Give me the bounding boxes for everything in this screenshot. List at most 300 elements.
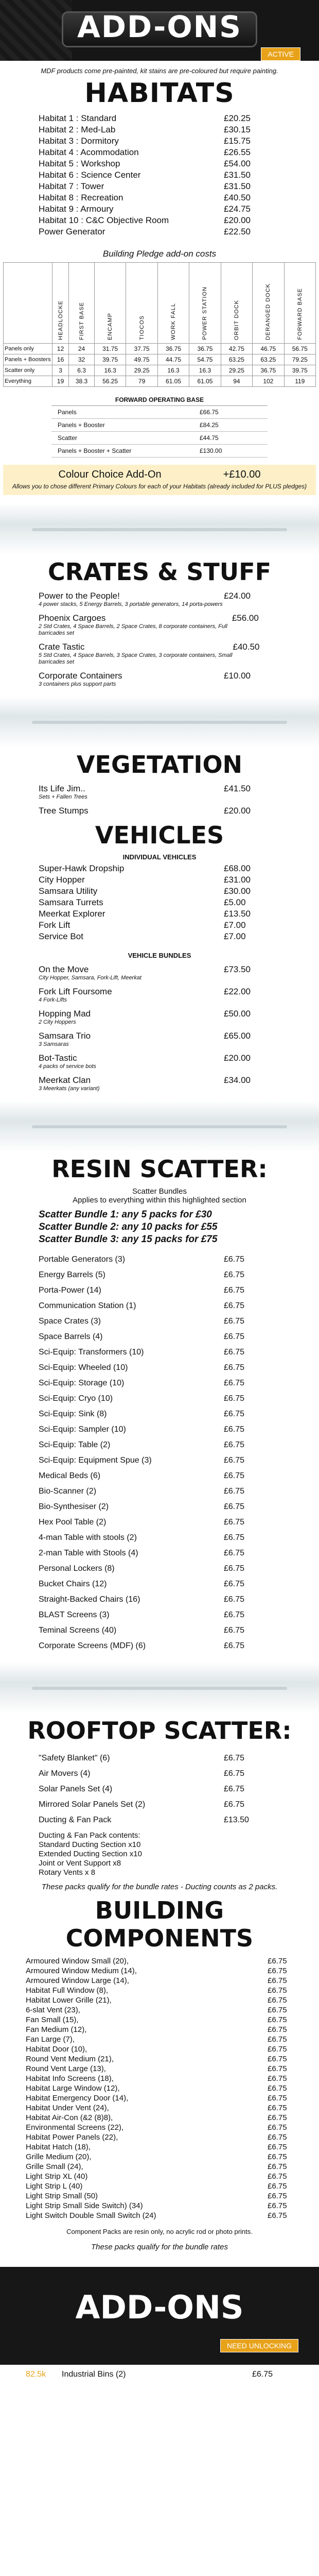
item-price: £6.75 xyxy=(268,2123,287,2132)
column-header xyxy=(94,263,126,344)
table-cell: 61.05 xyxy=(189,376,221,387)
habitat-row xyxy=(39,192,280,204)
item-price: £6.75 xyxy=(224,1286,245,1295)
header-banner xyxy=(0,0,319,61)
row-price: £84.25 xyxy=(200,421,219,429)
component-row xyxy=(26,2181,293,2191)
item-price: £68.00 xyxy=(224,863,251,873)
resin-row xyxy=(39,1329,280,1345)
component-row xyxy=(26,2015,293,2025)
item-name: Communication Station (1) xyxy=(39,1301,136,1310)
item-price: £6.75 xyxy=(268,2045,287,2054)
item-name: Corporate Screens (MDF) (6) xyxy=(39,1641,146,1650)
item-name: Habitat 9 : Armoury xyxy=(39,204,114,214)
item-price: £6.75 xyxy=(224,1595,245,1604)
column-header xyxy=(69,263,95,344)
item-name: Hex Pool Table (2) xyxy=(39,1518,107,1527)
item-desc: 2 City Hoppers xyxy=(39,1019,76,1025)
item-price: £6.75 xyxy=(224,1518,245,1527)
column-header-label: FIRST BASE xyxy=(78,302,85,340)
item-price: £6.75 xyxy=(224,1394,245,1403)
vehicle-row xyxy=(39,931,280,942)
component-row xyxy=(26,2211,293,2221)
resin-row xyxy=(39,1607,280,1623)
item-name: Sci-Equip: Cryo (10) xyxy=(39,1394,113,1403)
component-row xyxy=(26,2103,293,2113)
item-price: £6.75 xyxy=(224,1425,245,1434)
item-name: Teminal Screens (40) xyxy=(39,1626,117,1635)
intro-note: MDF products come pre-painted, kit stains are pre-coloured but require painting. xyxy=(41,67,278,75)
item-name: Habitat Under Vent (24), xyxy=(26,2104,109,2112)
item-name: Ducting & Fan Pack xyxy=(39,1816,112,1824)
rooftop-row xyxy=(39,1751,280,1766)
list-item xyxy=(39,642,280,666)
table-cell: 63.25 xyxy=(221,354,252,365)
component-row xyxy=(26,2172,293,2181)
resin-sub-title: Scatter Bundles xyxy=(132,1187,187,1196)
table-cell: 56.75 xyxy=(284,344,315,354)
item-name: Fan Large (7), xyxy=(26,2035,75,2044)
column-header-label: WORK FALL xyxy=(170,303,177,340)
table-row xyxy=(4,354,316,365)
item-price: £56.00 xyxy=(232,613,259,623)
building-note: Component Packs are resin only, no acrylic rod or photo prints. xyxy=(66,2228,253,2235)
item-text xyxy=(39,591,223,608)
item-price: £24.75 xyxy=(224,204,251,214)
resin-row xyxy=(39,1252,280,1267)
column-header-label: FORWARD BASE xyxy=(296,288,303,340)
forward-base-row xyxy=(51,432,268,445)
table-cell: 39.75 xyxy=(284,365,315,376)
item-price: £6.75 xyxy=(268,1976,287,1985)
resin-row xyxy=(39,1360,280,1376)
resin-row xyxy=(39,1314,280,1329)
item-name: 6-slat Vent (23), xyxy=(26,2006,80,2014)
item-price: £65.00 xyxy=(224,1031,251,1041)
item-price: £22.00 xyxy=(224,987,251,996)
item-price: £30.15 xyxy=(224,125,251,134)
item-price: £6.75 xyxy=(224,1564,245,1573)
table-cell: 31.75 xyxy=(94,344,126,354)
item-name: Environmental Screens (22), xyxy=(26,2123,124,2132)
corner-cell xyxy=(4,263,52,344)
item-price: £6.75 xyxy=(224,1641,245,1650)
item-price: £6.75 xyxy=(268,2153,287,2161)
column-header-label: ENCAMP xyxy=(107,312,114,340)
item-price: £6.75 xyxy=(224,1363,245,1372)
item-price: £6.75 xyxy=(268,2025,287,2034)
item-price: £6.75 xyxy=(224,1301,245,1310)
footer-banner xyxy=(0,2267,319,2365)
table-cell: 12 xyxy=(52,344,69,354)
item-price: £6.75 xyxy=(268,1996,287,2005)
list-item xyxy=(39,1075,280,1092)
item-name: Porta-Power (14) xyxy=(39,1286,101,1295)
table-cell: 36.75 xyxy=(157,344,189,354)
item-desc: City Hopper, Samsara, Fork-Lift, Meerkat xyxy=(39,975,141,981)
item-price: £6.75 xyxy=(224,1754,245,1762)
item-name: Solar Panels Set (4) xyxy=(39,1785,113,1793)
table-cell: 38.3 xyxy=(69,376,95,387)
item-desc: 2 Std Crates, 4 Space Barrels, 2 Space Crates, 8 corporate containers, Full barricades set xyxy=(39,623,227,636)
pack-line: Joint or Vent Support x8 xyxy=(39,1859,121,1868)
component-row xyxy=(26,2162,293,2172)
item-desc: 5 Std Crates, 4 Space Barrels, 3 Space Crates, 3 corporate containers, Small barricades set xyxy=(39,652,233,665)
item-name: Grille Medium (20), xyxy=(26,2153,92,2161)
item-price: £6.75 xyxy=(224,1487,245,1496)
item-text xyxy=(39,1031,91,1048)
item-price: £6.75 xyxy=(224,1270,245,1279)
item-name: Sci-Equip: Storage (10) xyxy=(39,1379,125,1387)
vehicle-row xyxy=(39,874,280,886)
rooftop-note: These packs qualify for the bundle rates - Ducting counts as 2 packs. xyxy=(41,1883,278,1891)
item-price: £31.00 xyxy=(224,875,251,885)
column-header-label: HEADLOCKE xyxy=(57,300,64,340)
item-name: Habitat 3 : Dormitory xyxy=(39,136,119,146)
list-item xyxy=(39,591,280,608)
table-cell: 16 xyxy=(52,354,69,365)
item-price: £6.75 xyxy=(268,2104,287,2112)
resin-row xyxy=(39,1515,280,1530)
row-price: £130.00 xyxy=(200,447,222,454)
component-row xyxy=(26,2152,293,2162)
item-price: £15.75 xyxy=(224,136,251,146)
item-price: £6.75 xyxy=(268,2162,287,2171)
item-name: Light Strip XL (40) xyxy=(26,2172,88,2181)
item-price: £6.75 xyxy=(224,1348,245,1357)
item-desc: 4 Fork-Lifts xyxy=(39,997,67,1003)
item-price: £6.75 xyxy=(268,2182,287,2191)
component-row xyxy=(26,2083,293,2093)
column-header xyxy=(189,263,221,344)
item-name: Straight-Backed Chairs (16) xyxy=(39,1595,140,1604)
item-name: Armoured Window Large (14), xyxy=(26,1976,129,1985)
building-list xyxy=(26,1956,293,2221)
component-row xyxy=(26,1986,293,1995)
resin-row xyxy=(39,1298,280,1314)
row-price: £66.75 xyxy=(200,409,219,416)
item-text xyxy=(39,784,87,801)
item-price: £6.75 xyxy=(224,1440,245,1449)
resin-row xyxy=(39,1561,280,1577)
vegetation-heading: VEGETATION xyxy=(76,751,243,778)
table-cell: 56.25 xyxy=(94,376,126,387)
list-item xyxy=(39,806,280,816)
item-name: Habitat Full Window (8), xyxy=(26,1986,109,1995)
item-name: Light Strip Small (50) xyxy=(26,2192,98,2200)
item-name: Medical Beds (6) xyxy=(39,1471,101,1480)
habitat-row xyxy=(39,124,280,135)
table-cell: 16.3 xyxy=(189,365,221,376)
item-price: £6.75 xyxy=(224,1800,245,1809)
item-name: Habitat 4 : Acommodation xyxy=(39,147,139,157)
column-header xyxy=(126,263,157,344)
item-name: Fork Lift Foursome xyxy=(39,987,112,996)
item-price: £6.75 xyxy=(224,1580,245,1588)
table-cell: 39.75 xyxy=(94,354,126,365)
item-desc: Sets + Fallen Trees xyxy=(39,794,87,800)
item-name: Sci-Equip: Transformers (10) xyxy=(39,1348,144,1357)
resin-row xyxy=(39,1453,280,1468)
list-item xyxy=(39,964,280,981)
item-price: £6.75 xyxy=(224,1502,245,1511)
resin-sub-note: Applies to everything within this highlighted section xyxy=(73,1196,246,1205)
item-price: £6.75 xyxy=(224,1317,245,1326)
list-item xyxy=(39,784,280,801)
crates-list xyxy=(39,591,280,688)
item-price: £20.25 xyxy=(224,113,251,123)
rooftop-heading: ROOFTOP SCATTER: xyxy=(27,1717,292,1744)
component-row xyxy=(26,2025,293,2035)
table-cell: 36.75 xyxy=(253,365,284,376)
item-price: £6.75 xyxy=(224,1255,245,1264)
item-text xyxy=(39,642,233,666)
habitat-row xyxy=(39,226,280,238)
item-price: £6.75 xyxy=(224,1549,245,1557)
vehicle-bundles-list xyxy=(39,964,280,1092)
table-cell: 94 xyxy=(221,376,252,387)
column-header-label: DERANGED DOCK xyxy=(265,283,272,340)
component-row xyxy=(26,2191,293,2201)
colour-choice-price: +£10.00 xyxy=(223,469,261,480)
table-cell: 36.75 xyxy=(189,344,221,354)
rooftop-list xyxy=(39,1751,280,1828)
resin-row xyxy=(39,1484,280,1499)
item-name: Round Vent Large (13), xyxy=(26,2064,106,2073)
resin-row xyxy=(39,1376,280,1391)
table-cell: 29.25 xyxy=(126,365,157,376)
resin-row xyxy=(39,1592,280,1607)
item-name: Fork Lift xyxy=(39,920,70,930)
item-name: Fan Medium (12), xyxy=(26,2025,87,2034)
item-price: £24.00 xyxy=(224,591,251,601)
row-label: Panels + Boosters xyxy=(4,354,52,365)
ducting-pack-title: Ducting & Fan Pack contents: xyxy=(39,1831,140,1840)
item-name: Sci-Equip: Wheeled (10) xyxy=(39,1363,128,1372)
item-name: Habitat Emergency Door (14), xyxy=(26,2094,129,2103)
component-row xyxy=(26,2093,293,2103)
item-text xyxy=(39,1053,96,1070)
item-name: Space Barrels (4) xyxy=(39,1332,103,1341)
table-row xyxy=(4,344,316,354)
item-text xyxy=(39,613,232,637)
list-item xyxy=(39,1053,280,1070)
item-price: £6.75 xyxy=(268,2074,287,2083)
table-cell: 46.75 xyxy=(253,344,284,354)
vehicle-bundles-title: VEHICLE BUNDLES xyxy=(128,952,191,959)
item-text xyxy=(39,987,112,1004)
table-cell: 63.25 xyxy=(253,354,284,365)
colour-choice-label: Colour Choice Add-On xyxy=(58,469,162,480)
column-header xyxy=(253,263,284,344)
item-price: £6.75 xyxy=(268,2006,287,2014)
forward-base-table xyxy=(51,394,268,457)
item-name: On the Move xyxy=(39,964,89,974)
resin-row xyxy=(39,1546,280,1561)
crates-heading: CRATES & STUFF xyxy=(48,558,271,586)
item-price: £6.75 xyxy=(224,1533,245,1542)
item-name: Tree Stumps xyxy=(39,806,88,816)
forward-base-row xyxy=(51,445,268,457)
item-name: Armoured Window Small (20), xyxy=(26,1957,129,1965)
column-header-label: POWER STATION xyxy=(202,286,208,340)
row-label: Panels only xyxy=(4,344,52,354)
footer-title: ADD-ONS xyxy=(75,2289,244,2326)
item-price: £6.75 xyxy=(224,1785,245,1793)
list-item xyxy=(39,1031,280,1048)
item-name: Portable Generators (3) xyxy=(39,1255,126,1264)
item-price: £6.75 xyxy=(224,1769,245,1778)
item-price: £6.75 xyxy=(268,2201,287,2210)
vehicle-row xyxy=(39,886,280,897)
component-row xyxy=(26,1956,293,1966)
component-row xyxy=(26,2054,293,2064)
item-price: £40.50 xyxy=(233,642,260,652)
vehicle-row xyxy=(39,863,280,874)
item-name: Mirrored Solar Panels Set (2) xyxy=(39,1800,146,1809)
vehicle-row xyxy=(39,920,280,931)
item-name: Armoured Window Medium (14), xyxy=(26,1967,137,1975)
item-price: £31.50 xyxy=(224,170,251,180)
table-row xyxy=(4,365,316,376)
item-price: £73.50 xyxy=(224,964,251,974)
rooftop-row xyxy=(39,1797,280,1812)
vehicle-row xyxy=(39,908,280,920)
item-name: Energy Barrels (5) xyxy=(39,1270,105,1279)
item-price: £41.50 xyxy=(224,784,251,793)
item-name: Samsara Utility xyxy=(39,886,98,896)
item-name: Bio-Scanner (2) xyxy=(39,1487,97,1496)
bundle-line: Scatter Bundle 1: any 5 packs for £30 xyxy=(39,1209,212,1220)
item-price: £31.50 xyxy=(224,181,251,191)
row-label: Everything xyxy=(4,376,52,387)
component-row xyxy=(26,2132,293,2142)
building-note-2: These packs qualify for the bundle rates xyxy=(91,2243,228,2251)
item-price: £6.75 xyxy=(268,1986,287,1995)
component-row xyxy=(26,1995,293,2005)
resin-row xyxy=(39,1530,280,1546)
list-item xyxy=(39,987,280,1004)
habitat-row xyxy=(39,135,280,147)
pack-line: Standard Ducting Section x10 xyxy=(39,1840,141,1849)
ducting-pack-contents xyxy=(39,1831,280,1877)
item-name: Habitat 2 : Med-Lab xyxy=(39,125,116,134)
resin-row xyxy=(39,1391,280,1406)
vehicles-heading: VEHICLES xyxy=(95,821,224,849)
resin-heading: RESIN SCATTER: xyxy=(51,1155,268,1183)
habitat-row xyxy=(39,113,280,124)
forward-base-row xyxy=(51,419,268,432)
item-price: £6.75 xyxy=(268,2035,287,2044)
item-name: Fan Small (15), xyxy=(26,2015,79,2024)
component-row xyxy=(26,2142,293,2152)
item-price: £6.75 xyxy=(268,2143,287,2151)
item-name: 4-man Table with stools (2) xyxy=(39,1533,137,1542)
unlock-goal: 82.5k xyxy=(26,2370,46,2379)
item-name: Phoenix Cargoes xyxy=(39,613,106,623)
item-name: City Hopper xyxy=(39,875,85,885)
item-price: £7.00 xyxy=(224,920,246,930)
vehicle-row xyxy=(39,897,280,908)
item-price: £6.75 xyxy=(268,2094,287,2103)
table-cell: 119 xyxy=(284,376,315,387)
item-price: £6.75 xyxy=(268,2064,287,2073)
forward-base-row xyxy=(51,406,268,419)
item-price: £6.75 xyxy=(224,1471,245,1480)
resin-row xyxy=(39,1406,280,1422)
item-name: Habitat Hatch (18), xyxy=(26,2143,91,2151)
item-price: £6.75 xyxy=(268,2172,287,2181)
item-desc: 4 power stacks, 5 Energy Barrels, 3 portable generators, 14 porta-powers xyxy=(39,601,223,607)
item-name: Meerkat Clan xyxy=(39,1075,91,1085)
column-header xyxy=(52,263,69,344)
item-price: £10.00 xyxy=(224,671,251,681)
rooftop-row xyxy=(39,1766,280,1782)
item-name: Habitat Air-Con (&2 (8)8), xyxy=(26,2113,113,2122)
item-price: £6.75 xyxy=(268,2192,287,2200)
habitat-row xyxy=(39,204,280,215)
item-name: Light Strip Small Side Switch) (34) xyxy=(26,2201,143,2210)
row-label: Scatter xyxy=(58,434,78,442)
rooftop-row xyxy=(39,1782,280,1797)
list-item xyxy=(39,1009,280,1026)
item-price: £5.00 xyxy=(224,897,246,907)
item-name: Light Switch Double Small Switch (24) xyxy=(26,2211,156,2220)
column-header xyxy=(157,263,189,344)
item-price: £6.75 xyxy=(224,1410,245,1418)
item-price: £6.75 xyxy=(224,1626,245,1635)
table-cell: 6.3 xyxy=(69,365,95,376)
colour-choice-note: Allows you to chose different Primary Colours for each of your Habitats (already included for PLUS pledges) xyxy=(12,483,307,490)
item-price: £20.00 xyxy=(224,215,251,225)
bundle-line: Scatter Bundle 3: any 15 packs for £75 xyxy=(39,1234,218,1245)
section-divider xyxy=(0,1100,319,1152)
pledge-title: Building Pledge add-on costs xyxy=(102,249,217,259)
item-price: £6.75 xyxy=(268,2133,287,2142)
item-name: Habitat Lower Grille (21), xyxy=(26,1996,112,2005)
item-name: Grille Small (24), xyxy=(26,2162,83,2171)
item-price: £6.75 xyxy=(224,1332,245,1341)
item-price: £20.00 xyxy=(224,1053,251,1063)
component-row xyxy=(26,2044,293,2054)
section-divider xyxy=(0,696,319,748)
item-name: Round Vent Medium (21), xyxy=(26,2055,114,2063)
item-name: Space Crates (3) xyxy=(39,1317,101,1326)
section-divider xyxy=(0,503,319,555)
item-price: £6.75 xyxy=(268,1957,287,1965)
table-cell: 61.05 xyxy=(157,376,189,387)
pack-line: Rotary Vents x 8 xyxy=(39,1868,96,1877)
item-name: Sci-Equip: Equipment Spue (3) xyxy=(39,1456,152,1465)
forward-base-title: FORWARD OPERATING BASE xyxy=(51,394,268,406)
item-name: Habitat 10 : C&C Objective Room xyxy=(39,215,169,225)
item-name: Super-Hawk Dropship xyxy=(39,863,125,873)
item-name: Corporate Containers xyxy=(39,671,122,681)
habitats-heading: HABITATS xyxy=(84,78,235,109)
item-price: £13.50 xyxy=(224,1816,249,1824)
table-cell: 3 xyxy=(52,365,69,376)
individual-vehicles-list xyxy=(39,863,280,942)
table-row xyxy=(4,376,316,387)
item-name: Sci-Equip: Sampler (10) xyxy=(39,1425,126,1434)
row-price: £44.75 xyxy=(200,434,219,442)
resin-row xyxy=(39,1499,280,1515)
habitats-list xyxy=(39,113,280,238)
resin-row xyxy=(39,1468,280,1484)
habitat-row xyxy=(39,170,280,181)
item-name: Habitat Large Window (12), xyxy=(26,2084,120,2093)
resin-row xyxy=(39,1623,280,1638)
